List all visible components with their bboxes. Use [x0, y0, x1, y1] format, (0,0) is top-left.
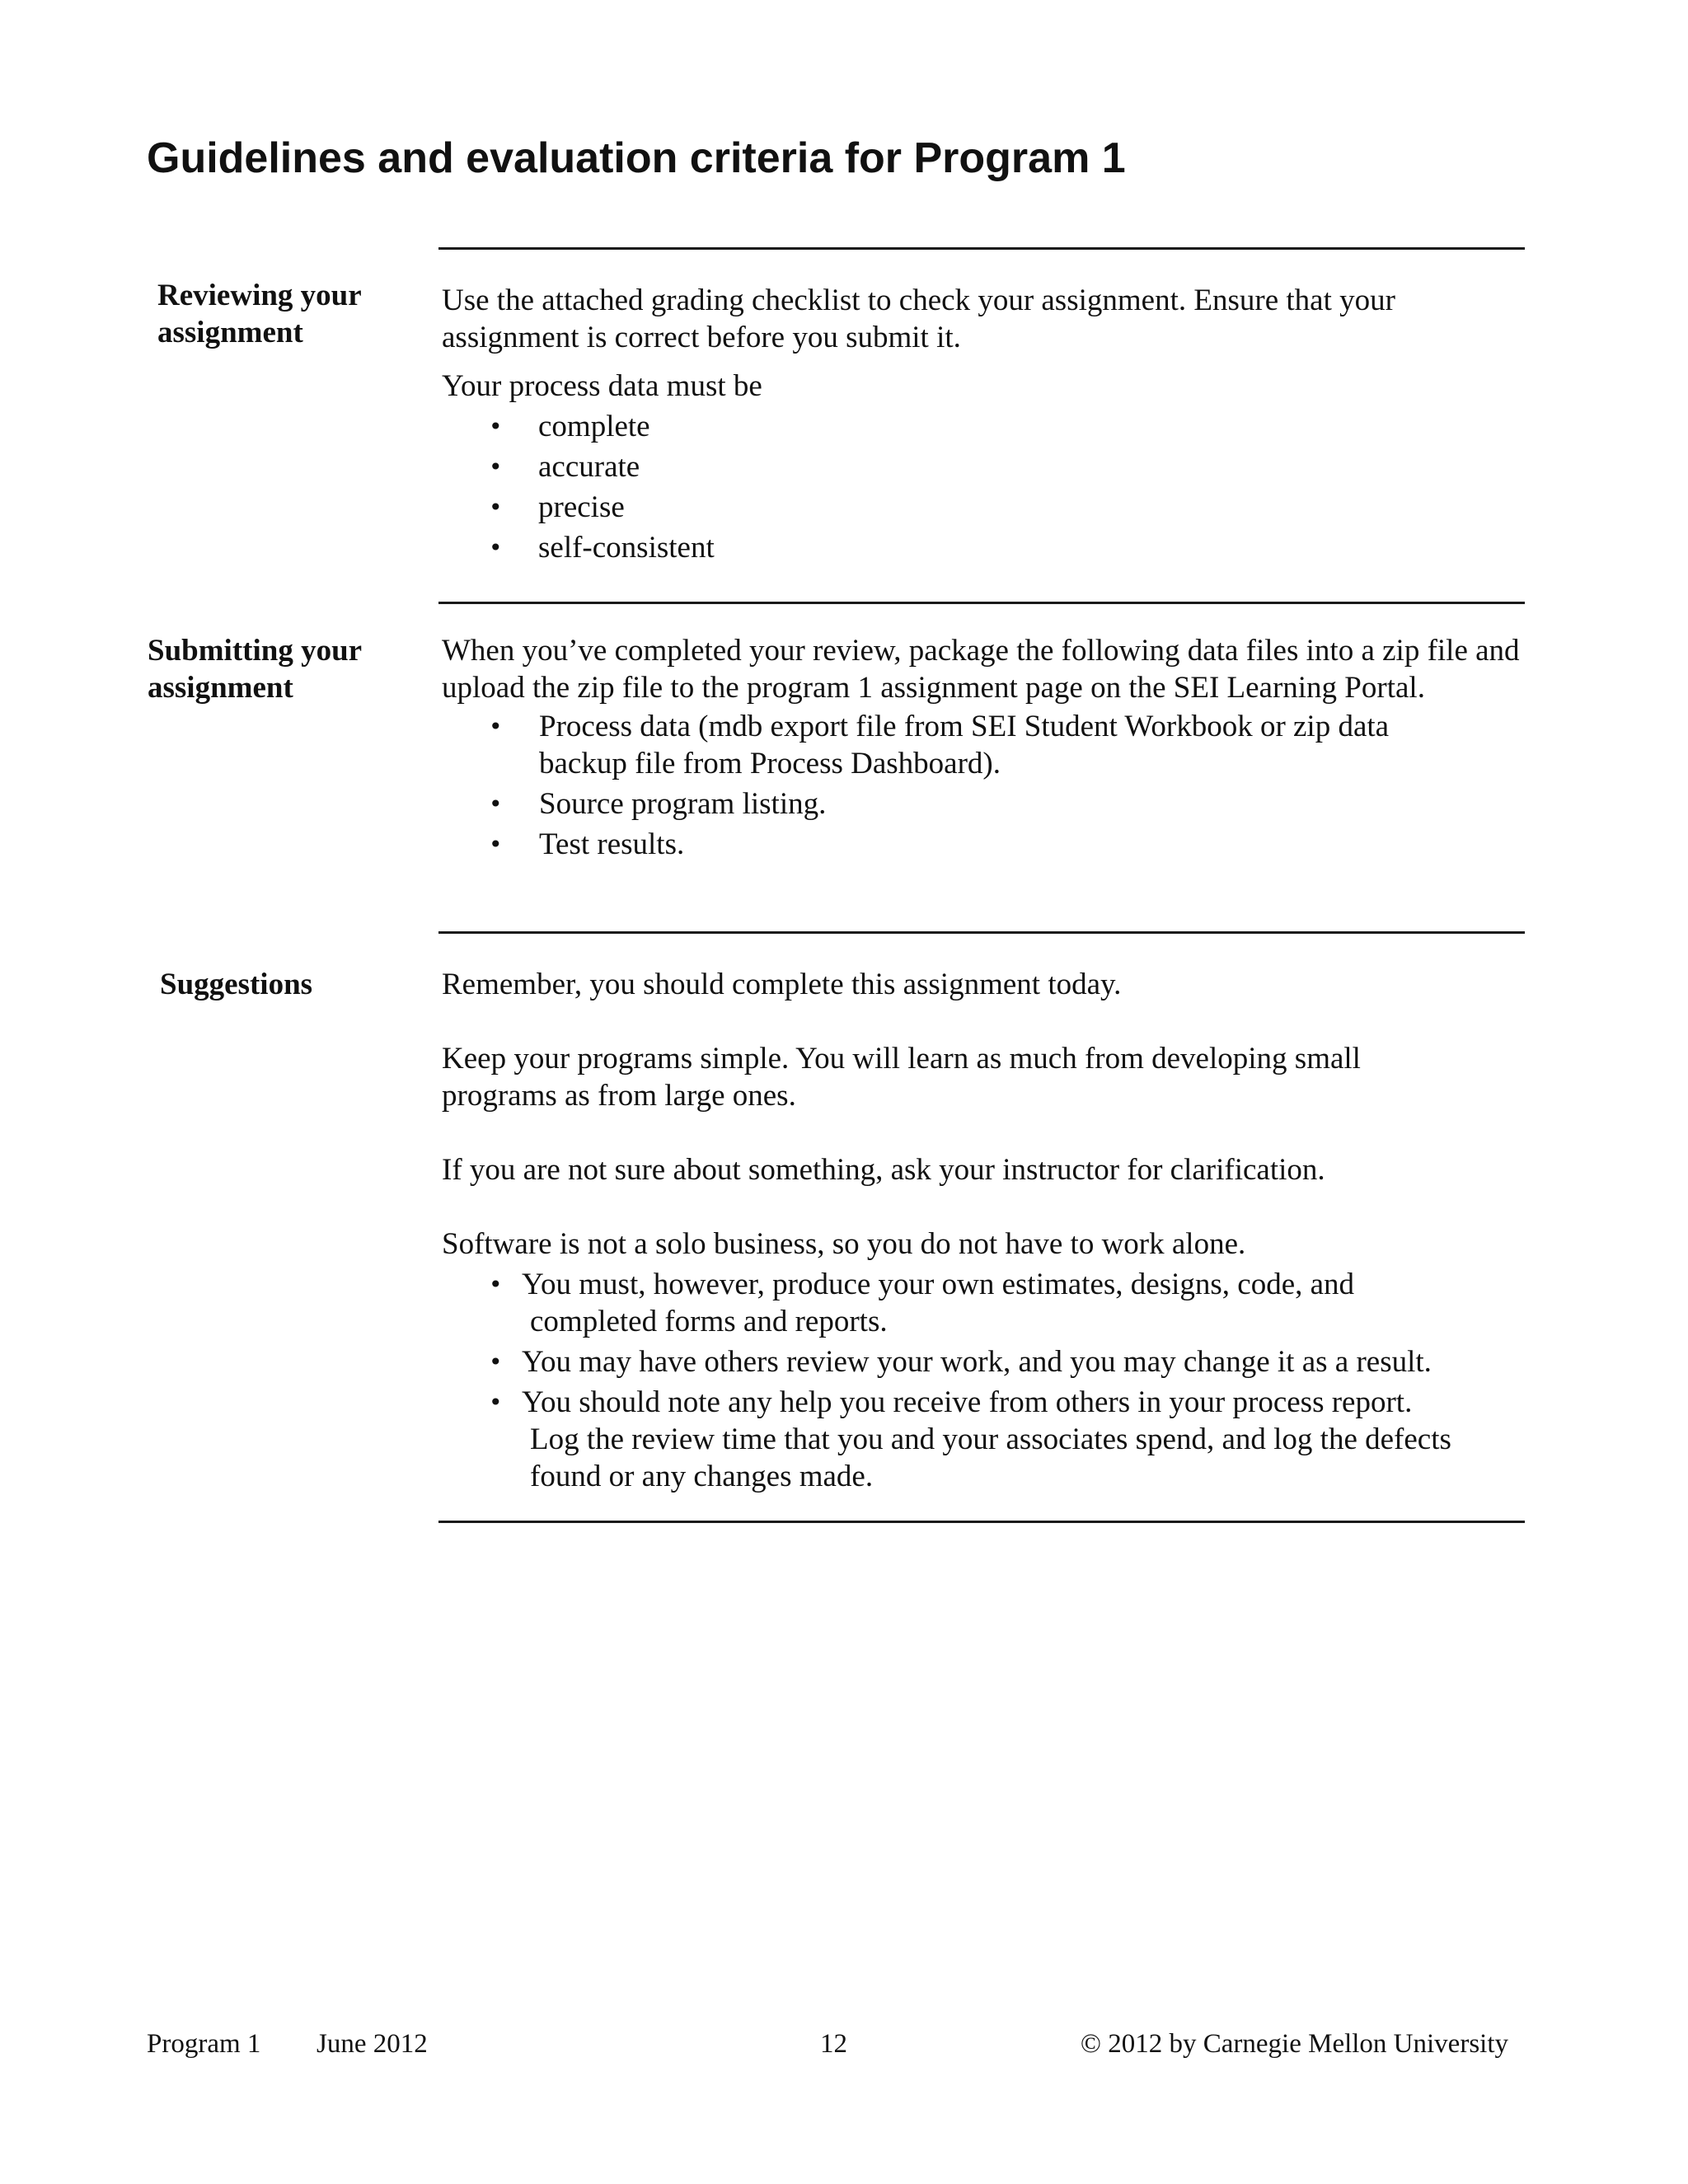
- section-body-submitting: [442, 632, 1530, 863]
- submitting-intro: When you’ve completed your review, package the following data files into a zip file and upload the zip file to the program 1 assignment page on the SEI Learning Portal.: [442, 634, 1520, 705]
- list-item-text: You may have others review your work, and you may change it as a result.: [522, 1345, 1432, 1379]
- section-body-reviewing: [442, 282, 1530, 569]
- list-item-text: precise: [538, 490, 625, 524]
- suggestions-p3: If you are not sure about something, ask your instructor for clarification.: [442, 1153, 1325, 1187]
- bullet-icon: •: [489, 534, 503, 561]
- bullet-icon: •: [489, 790, 503, 818]
- divider-bottom: [438, 1521, 1525, 1523]
- list-item-text: Process data (mdb export file from SEI Student Workbook or zip data backup file from Process Dashboard).: [539, 710, 1390, 780]
- footer-date: June 2012: [316, 2029, 428, 2059]
- bullet-icon: •: [489, 1271, 503, 1298]
- bullet-icon: •: [489, 413, 503, 440]
- suggestions-p4: Software is not a solo business, so you do not have to work alone.: [442, 1227, 1246, 1261]
- list-item: [442, 448, 1530, 489]
- list-item-text: complete: [538, 410, 650, 443]
- submitting-list: [442, 708, 1472, 863]
- bullet-icon: •: [489, 831, 503, 858]
- reviewing-intro: Use the attached grading checklist to check your assignment. Ensure that your assignment is correct before you submit it.: [442, 284, 1395, 354]
- bullet-icon: •: [489, 1348, 503, 1376]
- bullet-icon: •: [489, 1389, 503, 1416]
- footer-page-number: 12: [820, 2029, 847, 2059]
- reviewing-lead: Your process data must be: [442, 369, 762, 403]
- suggestions-list: [442, 1266, 1464, 1495]
- section-label-submitting: Submitting your assignment: [148, 634, 362, 705]
- footer-copyright: © 2012 by Carnegie Mellon University: [1080, 2029, 1508, 2059]
- list-item-text: self-consistent: [538, 531, 715, 565]
- bullet-icon: •: [489, 453, 503, 480]
- list-item: [442, 708, 1472, 782]
- divider-submitting: [438, 931, 1525, 934]
- section-label-reviewing: Reviewing your assignment: [157, 279, 362, 349]
- list-item-text: You should note any help you receive from others in your process report. Log the review time that you and your associates spend, and log the defects found or any changes made.: [522, 1385, 1451, 1493]
- list-item: [442, 1343, 1464, 1380]
- list-item: [442, 489, 1530, 529]
- suggestions-p2: Keep your programs simple. You will learn as much from developing small programs as from large ones.: [442, 1042, 1361, 1113]
- list-item: [442, 408, 1530, 448]
- divider-reviewing: [438, 602, 1525, 604]
- reviewing-list: [442, 408, 1530, 569]
- list-item: [442, 785, 1472, 823]
- footer-program: Program 1: [147, 2029, 261, 2059]
- list-item-text: You must, however, produce your own estimates, designs, code, and completed forms and reports.: [522, 1268, 1355, 1338]
- list-item: [442, 826, 1472, 863]
- list-item-text: Test results.: [539, 827, 685, 861]
- list-item-text: accurate: [538, 450, 640, 484]
- list-item: [442, 1384, 1464, 1495]
- list-item: [442, 529, 1530, 569]
- list-item: [442, 1266, 1464, 1340]
- bullet-icon: •: [489, 713, 503, 740]
- suggestions-p1: Remember, you should complete this assignment today.: [442, 968, 1122, 1001]
- list-item-text: Source program listing.: [539, 787, 827, 821]
- page-title: Guidelines and evaluation criteria for Program 1: [147, 134, 1126, 182]
- bullet-icon: •: [489, 494, 503, 521]
- divider-top: [438, 247, 1525, 250]
- section-body-suggestions: [442, 966, 1530, 1495]
- section-label-suggestions: Suggestions: [160, 968, 313, 1001]
